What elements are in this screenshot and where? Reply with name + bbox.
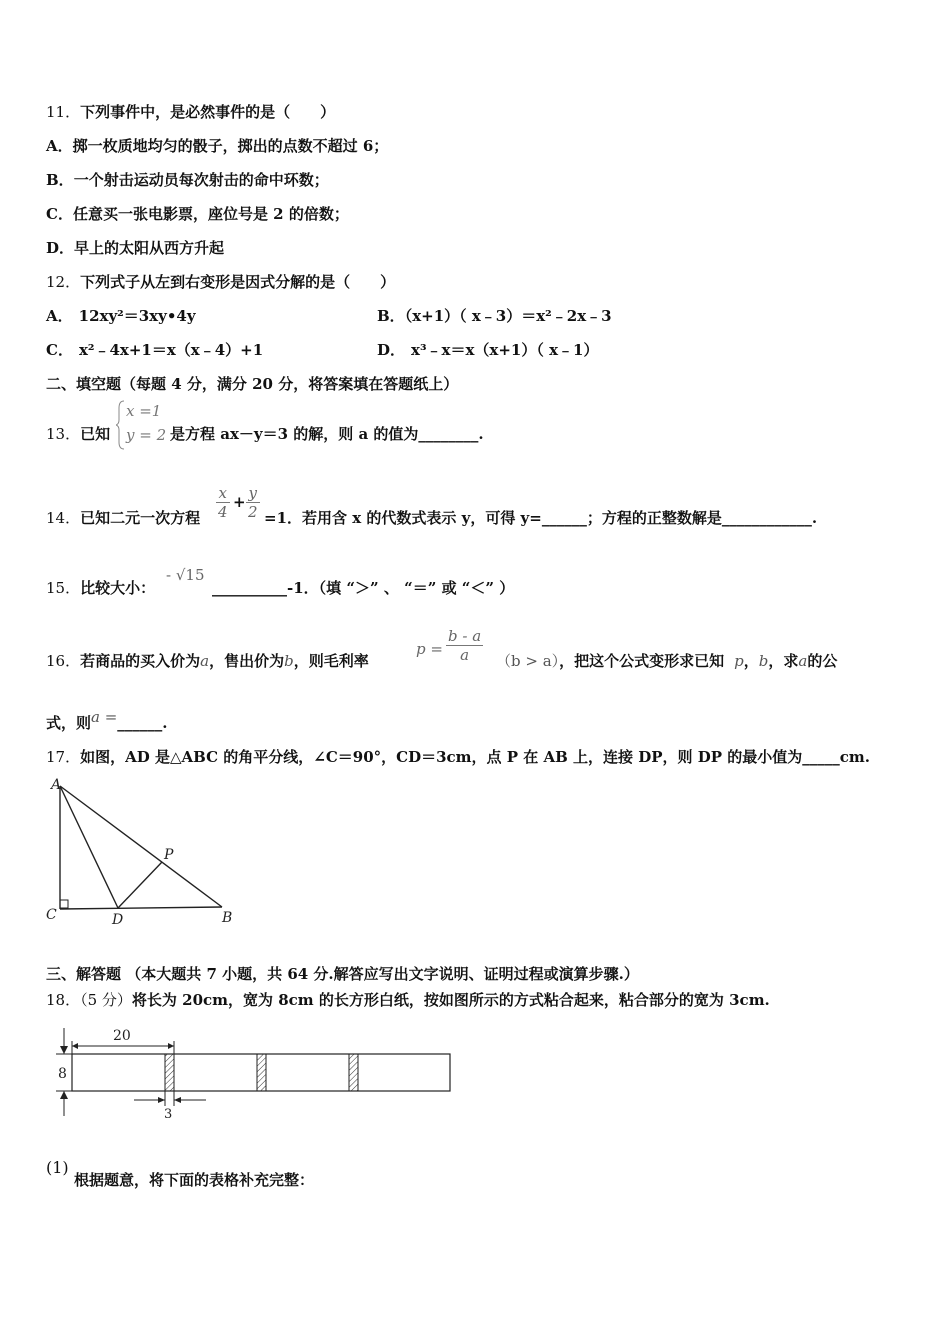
q11-number: 11． (46, 103, 81, 121)
q11-option-a-text: 掷一枚质地均匀的骰子，掷出的点数不超过 6； (72, 137, 389, 155)
q14-frac1-den: 4 (218, 503, 228, 521)
q17-segment-ad (60, 786, 118, 908)
q16-condition: （b > a） (496, 652, 560, 670)
q12-option-a-text: 12xy²＝3xy•4y (78, 307, 196, 325)
q11-option-d (46, 238, 224, 258)
section3-heading: 三、解答题 （本大题共 7 小题，共 64 分.解答应写出文字说明、证明过程或演算步骤.） (46, 965, 639, 983)
q14-lead-text: 已知二元一次方程 (80, 509, 201, 527)
q12-option-a-label: A． (46, 307, 73, 325)
q12-number: 12． (46, 273, 81, 291)
q16-line2 (46, 708, 168, 733)
q13-brace (116, 400, 126, 450)
q13-system (126, 399, 166, 447)
q13-system-line1: x =1 (126, 402, 162, 420)
q11-option-b-text: 一个射击运动员每次射击的命中环数； (73, 171, 329, 189)
q17-triangle-figure (44, 776, 244, 926)
q12-option-b-label: B． (377, 307, 405, 325)
q15-lead-text: 比较大小： (80, 579, 156, 597)
q13-lead-text: 已知 (80, 425, 111, 443)
q14-frac2-num: y (246, 484, 260, 503)
q16-text3: ，则毛利率 (293, 652, 369, 670)
q14-lead (46, 508, 200, 528)
q14-number: 14． (46, 509, 81, 527)
q15-lead (46, 578, 155, 598)
q18-dim-8-label: 8 (58, 1066, 67, 1082)
q14-fraction-2 (246, 484, 260, 521)
q12-option-d-text: x³﹣x＝x（x+1）（ x﹣1） (411, 341, 599, 359)
q11-option-c (46, 204, 349, 224)
q13-tail: 是方程 ax－y＝3 的解，则 a 的值为________. (170, 425, 484, 443)
q18-overlap-1 (165, 1054, 174, 1091)
q11-option-a (46, 136, 388, 156)
q11-option-d-text: 早上的太阳从西方升起 (74, 239, 225, 257)
q12-stem (46, 272, 395, 292)
q16-var-a2: a (798, 652, 808, 670)
q11-option-d-label: D． (46, 239, 75, 257)
q16-comma: ， (743, 652, 759, 670)
q16-line2-start: 式，则 (46, 714, 92, 732)
q16-number: 16． (46, 652, 81, 670)
q14-fraction-1 (216, 484, 230, 521)
q16-text2: ，售出价为 (209, 652, 285, 670)
q17-label-d: D (112, 912, 124, 926)
q11-stem (46, 102, 335, 122)
q14-tail: =1．若用含 x 的代数式表示 y，可得 y=______；方程的正整数解是____________. (264, 509, 818, 527)
q12-option-b-text: （x+1）（ x﹣3）＝x²﹣2x﹣3 (404, 307, 612, 325)
q12-option-c-label: C． (46, 341, 73, 359)
q17-text: 如图，AD 是△ABC 的角平分线，∠C＝90°，CD＝3cm，点 P 在 AB 上，连接 DP，则 DP 的最小值为_____cm. (80, 748, 870, 766)
q17-label-a: A (51, 777, 62, 793)
q16-line2-expr: a = (91, 708, 118, 726)
q18-text: 将长为 20cm，宽为 8cm 的长方形白纸，按如图所示的方式粘合起来，粘合部分的宽为 3cm. (131, 991, 770, 1009)
q16-var-b2: b (758, 652, 769, 670)
q11-option-c-text: 任意买一张电影票，座位号是 2 的倍数； (72, 205, 349, 223)
q13-system-line2: y = 2 (126, 426, 167, 444)
q18-part1-text: 根据题意，将下面的表格补充完整： (74, 1171, 315, 1189)
q17-label-p: P (164, 847, 174, 863)
q12-option-c-text: x²﹣4x+1＝x（x﹣4）+1 (78, 341, 264, 359)
section2-heading: 二、填空题（每题 4 分，满分 20 分，将答案填在答题纸上） (46, 375, 459, 393)
q11-option-b (46, 170, 329, 190)
q18-dim-20-label: 20 (113, 1028, 131, 1044)
q16-formula-fraction (446, 627, 483, 664)
q11-stem-text: 下列事件中，是必然事件的是（ ） (80, 103, 336, 121)
q16-line1-rest (496, 651, 837, 671)
q17-right-angle-mark (60, 900, 68, 908)
q17-label-b: B (222, 910, 233, 926)
q18-dim-3-label: 3 (164, 1107, 173, 1122)
q14-frac2-den: 2 (248, 503, 258, 521)
q12-stem-text: 下列式子从左到右变形是因式分解的是（ ） (80, 273, 396, 291)
q17-segment-cb (60, 907, 222, 909)
q11-option-b-label: B． (46, 171, 74, 189)
q12-option-c (46, 340, 263, 360)
q16-formula-num: b - a (448, 627, 482, 645)
q12-option-d (377, 340, 598, 360)
q16-formula-den: a (460, 646, 470, 664)
q17-label-c: C (46, 907, 57, 923)
q13-number: 13． (46, 425, 81, 443)
q16-line1 (46, 651, 369, 671)
q14-plus: + (233, 493, 246, 511)
q16-text4: ，把这个公式变形求已知 (559, 652, 725, 670)
q16-text5: ，求 (768, 652, 799, 670)
q16-text1: 若商品的买入价为 (80, 652, 201, 670)
q16-var-p: p (734, 652, 744, 670)
q18-overlap-3 (349, 1054, 358, 1091)
q18-part1-label: (1) (46, 1158, 69, 1177)
q16-formula-lhs: p = (416, 640, 443, 658)
q13-lead (46, 424, 110, 444)
q16-text6: 的公 (807, 652, 838, 670)
q12-option-b (377, 306, 612, 326)
q17-segment-dp (118, 862, 162, 908)
q18-overlap-2 (257, 1054, 266, 1091)
q18-score: （5 分） (80, 991, 132, 1009)
q16-var-a: a (200, 652, 210, 670)
q11-option-c-label: C． (46, 205, 73, 223)
q16-line2-end: ______. (117, 714, 168, 732)
q18-number: 18． (46, 991, 81, 1009)
q15-number: 15． (46, 579, 81, 597)
q17-segment-ab (60, 786, 222, 907)
q18-stem (46, 990, 770, 1010)
q18-strip-figure (50, 1024, 470, 1124)
q15-tail: __________-1．（填 “＞” 、 “＝” 或 “＜” ） (212, 579, 515, 597)
q11-option-a-label: A． (46, 137, 73, 155)
q17-stem (46, 747, 870, 767)
q17-number: 17． (46, 748, 81, 766)
q15-expr: - √15 (166, 566, 205, 584)
q14-frac1-num: x (216, 484, 230, 503)
q16-var-b: b (284, 652, 294, 670)
q12-option-a (46, 306, 196, 326)
q12-option-d-label: D． (377, 341, 406, 359)
